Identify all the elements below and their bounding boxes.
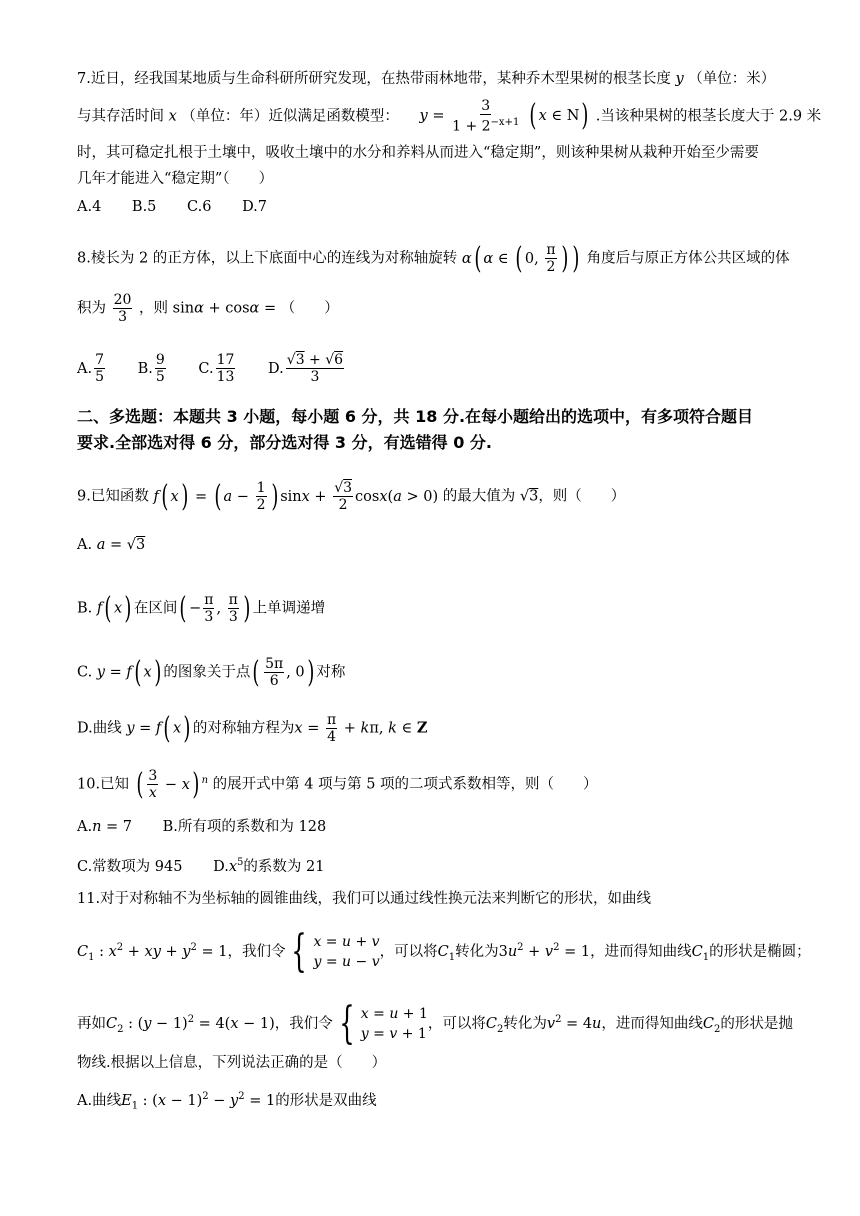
- q7-option-a: A.4: [77, 199, 102, 215]
- q10-option-d: $D.x^5$的系数为 21: [213, 857, 325, 875]
- q9-option-a: A. a = √3: [77, 537, 146, 553]
- q8-line1: 8.棱长为 2 的正方体，以上下底面中心的连线为对称轴旋转 α( α ∈ ( 0, $\frac{\pi}{2}$ ) ) 角度后与原正方体公共区域的体: [77, 240, 790, 276]
- q9-stem: 9.已知函数 f( x) = ( a − $\frac{1}{2}$ ) sinx + $\frac{√3}{2}$ cosx(a > 0) 的最大值为 √3，则（ ）: [77, 478, 626, 514]
- q11-line1: 11.对于对称轴不为坐标轴的圆锥曲线，我们可以通过线性换元法来判断它的形状，如曲线: [77, 891, 652, 907]
- q10-stem: 10.已知 ( $\frac{3}{x}$ − x) $^n$ 的展开式中第 4 项与第 5 项的二项式系数相等，则（ ）: [77, 766, 598, 802]
- q10-option-c: C.常数项为 945: [77, 858, 183, 875]
- q8-alpha-range: α( α ∈ ( 0, $\frac{\pi}{2}$ ) ): [461, 240, 580, 276]
- q9-option-c: C. y = f( x) 的图象关于点( $\frac{5\pi}{6}$ , 0) 对称: [77, 654, 346, 690]
- q11-line3: 再如$C_2$ : $(y - 1)^2 = 4(x - 1)$，我们令 { x = u + 1 y = v + 1 ，可以将$C_2$转化为$v^2 = 4u$，进而得知曲线$C_2$的形状是抛: [77, 998, 793, 1049]
- q11-line4: 物线.根据以上信息，下列说法正确的是（ ）: [77, 1055, 387, 1071]
- q8-line2: 积为 $\frac{20}{3}$ ，则 sinα + cosα = （ ）: [77, 292, 339, 325]
- q8-option-c: C. $\frac{17}{13}$: [198, 352, 235, 385]
- q7-line3: 时，其可稳定扎根于土壤中，吸收土壤中的水分和养料从而进入“稳定期”，则该种果树从栽种开始至少需要: [77, 145, 759, 161]
- q10-options-row2: [77, 852, 324, 878]
- q9-function: f( x) = ( a − $\frac{1}{2}$ ) sinx + $\frac{√3}{2}$ cosx(a > 0): [153, 478, 443, 514]
- q8-option-a: A. $\frac{7}{5}$: [77, 352, 105, 385]
- q7-options: [77, 196, 267, 218]
- q8-option-b: B. $\frac{9}{5}$: [137, 352, 165, 385]
- q9-option-d: D.曲线 y = f( x) 的对称轴方程为x = $\frac{\pi}{4}$ + kπ, k ∈ Z: [77, 710, 428, 746]
- section2-heading-line2: 要求.全部选对得 6 分，部分选对得 3 分，有选错得 0 分.: [77, 433, 492, 452]
- q10-option-a: A.n = 7: [77, 819, 133, 835]
- q7-option-b: B.5: [131, 199, 157, 215]
- q7-line4: 几年才能进入“稳定期”（ ）: [77, 171, 274, 187]
- q9-max: √3: [519, 488, 539, 505]
- q7-model-formula: y = $\frac{3}{1 + 2^{-x+1}}$ ( x ∈ N): [419, 98, 589, 135]
- q11-option-a: A.曲线$E_1$ : $(x - 1)^2 - y^2 = 1$的形状是双曲线: [77, 1091, 377, 1112]
- q7-option-d: D.7: [242, 199, 268, 215]
- q7-line2: 与其存活时间 x （单位：年）近似满足函数模型： y = $\frac{3}{1 + 2^{-x+1}}$ ( x ∈ N) .当该种果树的根茎长度大于 2.9 米: [77, 98, 822, 135]
- q8-expression: sinα + cosα =: [172, 300, 277, 317]
- q10-options-row1: [77, 816, 326, 838]
- q10-binomial: ( $\frac{3}{x}$ − x) $^n$: [136, 766, 209, 802]
- q7-option-c: C.6: [187, 199, 212, 215]
- q10-option-b: B.所有项的系数和为 128: [162, 819, 327, 835]
- q9-option-b: B. f( x) 在区间( − $\frac{\pi}{3}$ , $\frac{\pi}{3}$ ) 上单调递增: [77, 590, 326, 626]
- q8-volume: $\frac{20}{3}$: [113, 292, 132, 325]
- section2-heading-line1: 二、多选题：本题共 3 小题，每小题 6 分，共 18 分.在每小题给出的选项中，有多项符合题目: [77, 407, 754, 426]
- q11-line2: $C_1$ : $x^2$ + xy + $y^2 = 1$，我们令 { x = u + v y = u − v ，可以将$C_1$转化为$3u^2 + v^2 = 1$，进而得知曲线$C_1$的形状是椭圆；: [77, 926, 811, 977]
- q8-options: [77, 352, 346, 385]
- q8-option-d: D. $\frac{√3 + √6}{3}$: [268, 352, 344, 385]
- q7-line1: 7.近日，经我国某地质与生命科研所研究发现，在热带雨林地带，某种乔木型果树的根茎长度 y （单位：米）: [77, 71, 776, 87]
